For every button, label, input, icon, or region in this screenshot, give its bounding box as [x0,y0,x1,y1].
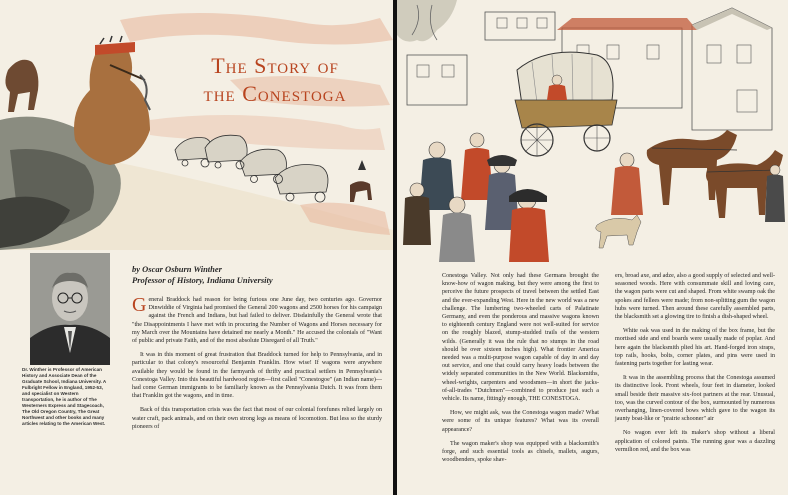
paragraph: General Braddock had reason for being furious one June day, two centuries ago. Governor Dinwiddie of Virginia had promised the General 200 wagons and 2500 horses for his campaign against the French and Indians, but had failed to deliver. Disdainfully the General wrote that "the Disappointments I have met with in procuring the Number of Wagons and Horses necessary for my March over the Mountains have detained me nearly a Month." He accused the colonials of "Want of public and private Faith, and of the most absolute Disregard of all Truth." [132,294,382,345]
article-column-3 [615,272,775,460]
paragraph: ers, broad axe, and adze, also a good supply of selected and well-seasoned woods. Here with consummate skill and loving care, the wagon parts were cut and shaped. From white swamp oak the spokes and fellees were made; from non-splitting gum the wagon hubs were turned. Then around these carefully assembled parts, the blacksmith set a glowing tire to finish a dish-shaped wheel. [615,273,775,321]
paragraph: It was in this moment of great frustration that Braddock turned for help to Pennsylvania, and in particular to that colony's resourceful Benjamin Franklin. How wise! If wagons were anywhere available they would be found in the farmyards of thrifty and practical settlers in Pennsylvania's Conestoga Valley. Into this beautiful hardwood region—first called "Conestogoe" (an Indian name)—had come German immigrants to be familiarly known as the Pennsylvania Dutch. It was from them that Franklin got the wagons, and in time. [132,352,382,400]
paragraph: No wagon ever left its maker's shop without a liberal application of colored paints. The running gear was a dazzling vermilion red, and the box was [615,430,775,453]
author-position: Professor of History, Indiana University [132,275,273,285]
left-page [0,0,393,495]
article-column-1 [132,296,382,437]
author-name: by Oscar Osburn Winther [132,264,222,274]
article-column-2 [442,272,599,470]
paragraph: How, we might ask, was the Conestoga wagon made? What were some of its unique features? What was its overall appearance? [442,410,599,433]
paragraph: Back of this transportation crisis was the fact that most of our colonial forefunes relied largely on water craft, pack animals, and on their own strong legs as means of locomotion. But less so the sturdy pioneers of [132,407,382,430]
conestoga-train-illustration [0,0,393,250]
wagon-makers-shop-illustration [397,0,788,265]
article-title [170,52,380,108]
paragraph: Conestoga Valley. Not only had these Germans brought the know-how of wagon making, but they were among the first to perceive the future prospects of travel between the settled East and the ever-expanding West. Here in the new world was a new challenge. The lumbering two-wheeled carts of Palatinate Germany, and even the ponderous and massive wagons known to eighteenth century England were not well-suited for service on the roughly blazed, stump-studded trails of the western wilds. (Generally it was the rule that no stumps in the road should be over sixteen inches high). What frontier America needed was a multi-purpose wagon capable of day in and day out service, and one that could carry heavy loads between the widely separated communities in the New World. Blacksmiths, wheel-wrights, carpenters and woodsmen—in short the jacks-of-all-trades "Dutchmen"—combined to produce just such a vehicle. Its name, fittingly enough, THE CONESTOGA. [442,273,599,403]
title-line-1: The Story of [211,53,339,78]
author-caption: Dr. Winther is Professor of American History and Associate Dean of the Graduate School, Indiana University. A Fulbright Fellow in England, 1952-53, and specialist on Western transportation, he is author of The Westerners Express and Stagecoach, The Old Oregon Country, The Great Northwest and other books and many articles relating to the American West. [22,367,107,426]
author-portrait [30,253,110,365]
drop-cap: G [132,294,147,316]
author-byline [132,264,382,286]
title-line-2: the Conestoga [203,81,347,106]
paragraph: The wagon maker's shop was equipped with a blacksmith's forge, and such essential tools as chisels, mallets, augurs, woodbenders, spoke shav- [442,440,599,464]
paragraph: It was in the assembling process that the Conestoga assumed its distinctive look. Front wheels, four feet in diameter, looked small beside their massive six-foot partners at the rear. Unusual, too, was the curved contour of the box, surmounted by numerous overhanging, linen-covered bows which gave to the wagon its jaunty boat-like or "prairie schooner" air [615,375,775,423]
paragraph: White oak was used in the making of the box frame, but the mortised side and end boards were usually made of poplar. And here again the blacksmith plied his art. Hand-forged iron straps, top rails, hooks, bolts, corner plates, and pins were used in fastening parts together for lasting wear. [615,328,775,368]
right-page [397,0,788,495]
